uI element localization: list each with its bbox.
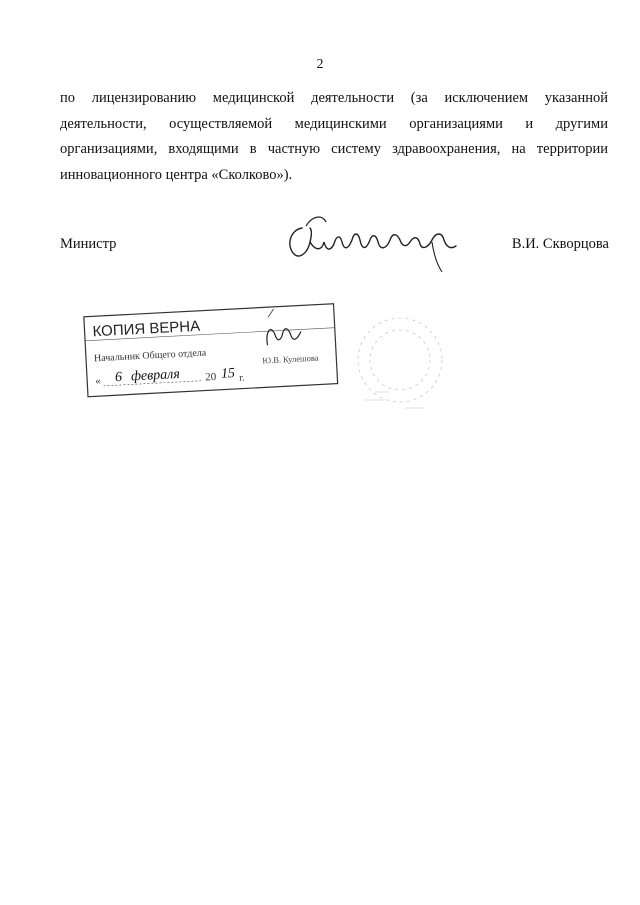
stamp-date-prefix: «	[94, 375, 102, 388]
minister-name: В.И. Скворцова	[511, 236, 609, 252]
body-line-2: деятельности, осуществляемой медицинскими организациями и другими	[60, 115, 608, 132]
faint-seal-imprint	[345, 300, 455, 420]
stamp-year-prefix: 20	[204, 370, 217, 384]
stamp-signature	[266, 328, 301, 345]
body-text	[60, 86, 608, 188]
body-line-3: организациями, входящими в частную систему здравоохранения, на территории	[60, 141, 608, 157]
handwritten-signature	[282, 206, 472, 276]
copy-certified-stamp	[80, 300, 350, 410]
stamp-heading: КОПИЯ ВЕРНА	[92, 317, 201, 341]
stamp-year-letter: г.	[238, 372, 246, 384]
minister-label: Министр	[60, 236, 117, 252]
body-line-4: инновационного центра «Сколково»).	[60, 166, 293, 183]
stamp-date-month: февраля	[130, 366, 181, 385]
stamp-signer: Ю.В. Кулешова	[262, 352, 319, 366]
stamp-year-suffix: 15	[220, 365, 236, 382]
stamp-position: Начальник Общего отдела	[93, 347, 207, 365]
page-number: 2	[316, 57, 324, 72]
body-line-1: по лицензированию медицинской деятельности (за исключением указанной	[60, 90, 608, 106]
stamp-date-day: 6	[114, 369, 123, 386]
